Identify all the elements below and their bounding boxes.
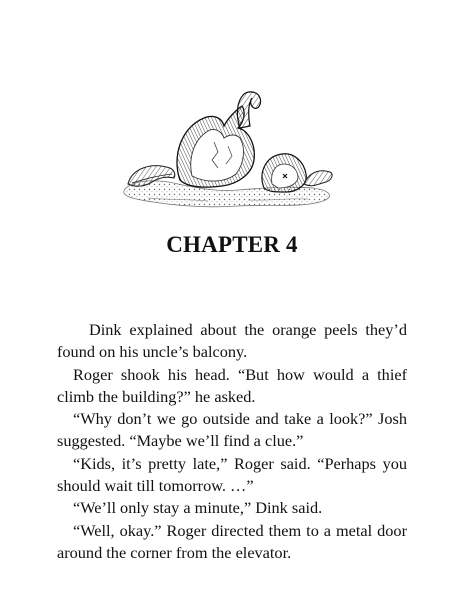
paragraph: Roger shook his head. “But how would a thief climb the building?” he asked. — [57, 364, 407, 406]
orange-peels-illustration — [118, 88, 340, 212]
chapter-body — [57, 319, 407, 564]
paragraph: “Well, okay.” Roger directed them to a metal door around the corner from the elevator. — [57, 520, 407, 562]
paragraph: “Why don’t we go outside and take a look?” Josh suggested. “Maybe we’ll find a clue.” — [57, 409, 407, 451]
chapter-title: CHAPTER 4 — [166, 232, 298, 257]
paragraph: “We’ll only stay a minute,” Dink said. — [73, 498, 323, 518]
paragraph: Dink explained about the orange peels they’d found on his uncle’s balcony. — [57, 320, 407, 362]
paragraph: “Kids, it’s pretty late,” Roger said. “Perhaps you should wait till tomorrow. …” — [57, 453, 407, 496]
